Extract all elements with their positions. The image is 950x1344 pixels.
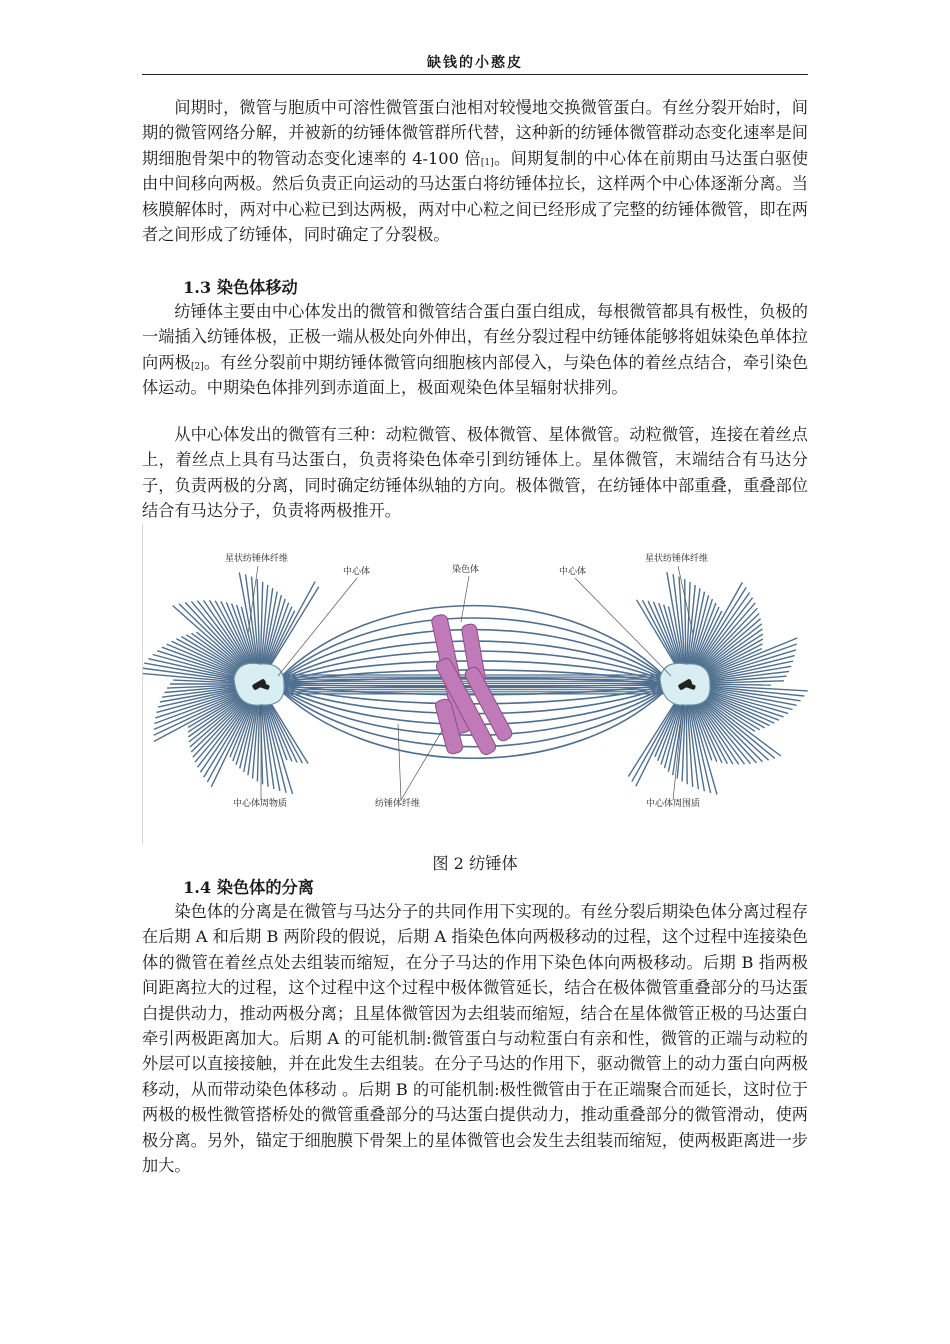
astral-microtubule	[636, 700, 679, 786]
figure-label-astral-left: 星状纺锤体纤维	[225, 554, 289, 564]
paragraph-interphase	[142, 95, 808, 247]
figure-caption: 图 2 纺锤体	[432, 854, 518, 873]
citation-1[interactable]: [1]	[480, 157, 494, 168]
astral-microtubule	[685, 579, 686, 666]
centrosome	[660, 663, 710, 705]
spindle-diagram	[143, 524, 809, 844]
label-leader-line	[398, 724, 401, 800]
section-heading-1-3: 1.3 染色体移动	[183, 278, 298, 297]
section-heading-1-4: 1.4 染色体的分离	[183, 878, 314, 897]
paragraph-interphase-tail: 。间期复制的中心体在前期由马达蛋白驱使由中间移向两极。然后负责正向运动的马达蛋白将纺锤体拉长，这样两个中心体逐渐分离。当核膜解体时，两对中心粒已到达两极，两对中心粒之间已经形成了完整的纺锤体微管，即在两者之间形成了纺锤体，同时确定了分裂极。	[142, 148, 808, 245]
figure-label-pericentriolar-right: 中心体周围质	[646, 799, 701, 809]
label-leader-line	[401, 729, 443, 800]
centrosome	[234, 663, 284, 705]
spindle-figure	[142, 524, 809, 844]
astral-microtubule	[704, 684, 771, 685]
paragraph-spindle-structure-text: 纺锤体主要由中心体发出的微管和微管结合蛋白蛋白组成，每根微管都具有极性，负极的一端插入纺锤体极，正极一端从极处向外伸出，有丝分裂过程中纺锤体能够将姐妹染色单体拉向两极	[142, 302, 808, 372]
figure-label-spindle-fiber: 纺锤体纤维	[375, 799, 421, 809]
paragraph-chromosome-separation: 染色体的分离是在微管与马达分子的共同作用下实现的。有丝分裂后期染色体分离过程存在后期 A 和后期 B 两阶段的假说，后期 A 指染色体向两极移动的过程，这个过程中连接染色体的微管在着丝点处去组装而缩短，在分子马达的作用下染色体向两极移动。后期 B 指两极间距离拉大的过程，这个过程中这个过程中极体微管延长，结合在极体微管重叠部分的马达蛋白提供动力，推动两极分离；且星体微管因为去组装而缩短，结合在星体微管正极的马达蛋白牵引两极距离加大。后期 A 的可能机制:微管蛋白与动粒蛋白有亲和性，微管的正端与动粒的外层可以直接接触，并在此发生去组装。在分子马达的作用下，驱动微管上的动力蛋白向两极移动，从而带动染色体移动 。后期 B 的可能机制:极性微管由于在正端聚合而延长，这时位于两极的极性微管搭桥处的微管重叠部分的马达蛋白提供动力，推动重叠部分的微管滑动，使两极分离。另外，锚定于细胞膜下骨架上的星体微管也会发生去组装而缩短，使两极距离进一步加大。	[142, 902, 808, 1176]
paragraph-spindle-structure-tail: 。有丝分裂前中期纺锤体微管向细胞核内部侵入，与染色体的着丝点结合，牵引染色体运动。中期染色体排列到赤道面上，极面观染色体呈辐射状排列。	[142, 352, 809, 398]
page-header-title: 缺钱的小憨皮	[427, 55, 523, 71]
astral-microtubule	[686, 702, 687, 784]
figure-label-centrosome-left: 中心体	[343, 567, 371, 577]
header-rule	[142, 74, 808, 75]
paragraph-interphase-text: 间期时，微管与胞质中可溶性微管蛋白池相对较慢地交换微管蛋白。有丝分裂开始时，间期的微管网络分解，并被新的纺锤体微管群所代替，这种新的纺锤体微管群动态变化速率是间期细胞骨架中的物管动态变化速率的 4-100 倍	[142, 98, 808, 168]
label-leader-line	[461, 576, 469, 622]
paragraph-spindle-structure	[142, 299, 808, 401]
citation-2[interactable]: [2]	[191, 361, 204, 372]
figure-label-centrosome-right: 中心体	[559, 567, 587, 577]
figure-label-astral-right: 星状纺锤体纤维	[645, 554, 709, 564]
paragraph-microtubule-types: 从中心体发出的微管有三种：动粒微管、极体微管、星体微管。动粒微管，连接在着丝点上，着丝点上具有马达蛋白，负责将染色体牵引到纺锤体上。星体微管，末端结合有马达分子，负责两极的分离，同时确定纺锤体纵轴的方向。极体微管，在纺锤体中部重叠，重叠部位结合有马达分子，负责将两极推开。	[142, 425, 808, 521]
figure-label-chromosome: 染色体	[452, 565, 480, 575]
figure-label-pericentriolar-left: 中心体周物质	[233, 799, 288, 809]
